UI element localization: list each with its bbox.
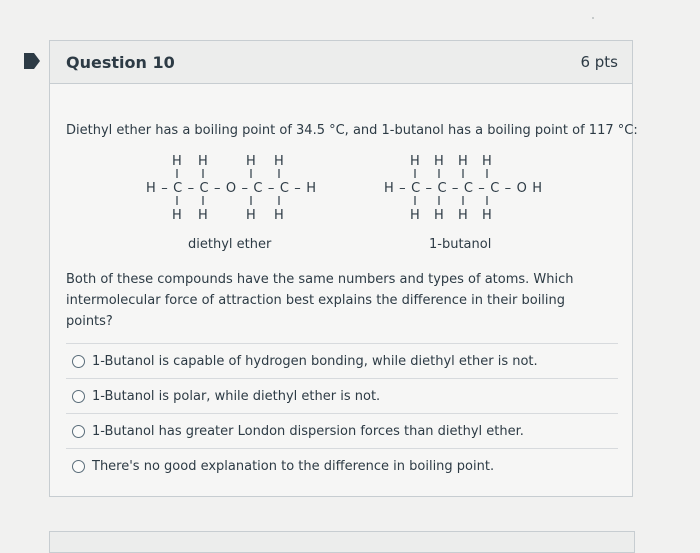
answer-label[interactable]: There's no good explanation to the difference in boiling point. (92, 458, 495, 474)
svg-text:H: H (246, 154, 256, 169)
svg-text:H: H (198, 154, 208, 169)
butanol-label: 1-butanol (429, 237, 492, 252)
svg-text:H: H (482, 208, 492, 223)
question-title: Question 10 (66, 53, 175, 72)
question-points: 6 pts (580, 53, 618, 71)
answer-option[interactable] (66, 379, 618, 414)
radio-button[interactable] (72, 390, 85, 403)
decorative-dot (592, 17, 594, 19)
svg-text:H: H (434, 208, 444, 223)
svg-text:H: H (410, 208, 420, 223)
answer-label[interactable]: 1-Butanol has greater London dispersion forces than diethyl ether. (92, 423, 524, 439)
answer-label[interactable]: 1-Butanol is polar, while diethyl ether is not. (92, 388, 381, 404)
next-question-card (49, 531, 635, 553)
svg-text:H: H (458, 208, 468, 223)
butanol-structure (384, 151, 554, 223)
svg-text:H: H (274, 208, 284, 223)
svg-text:H: H (246, 208, 256, 223)
answer-option[interactable] (66, 414, 618, 449)
svg-text:H: H (172, 154, 182, 169)
butanol-backbone: H–C–C–C–C–OH (384, 181, 542, 196)
answer-option[interactable] (66, 344, 618, 379)
svg-text:H: H (274, 154, 284, 169)
diethyl-ether-structure (146, 151, 326, 223)
svg-text:H: H (482, 154, 492, 169)
diethyl-ether-backbone: H–C–C–O–C–C–H (146, 181, 316, 196)
question-intro: Diethyl ether has a boiling point of 34.5 °C, and 1-butanol has a boiling point of 117 °C: (66, 123, 638, 138)
radio-button[interactable] (72, 355, 85, 368)
answer-option[interactable] (66, 449, 618, 483)
svg-text:H: H (458, 154, 468, 169)
svg-text:H: H (198, 208, 208, 223)
answer-label[interactable]: 1-Butanol is capable of hydrogen bonding, while diethyl ether is not. (92, 353, 538, 369)
svg-text:H: H (410, 154, 420, 169)
radio-button[interactable] (72, 425, 85, 438)
svg-text:H: H (172, 208, 182, 223)
question-header (50, 41, 632, 84)
radio-button[interactable] (72, 460, 85, 473)
svg-text:H: H (434, 154, 444, 169)
answer-list (66, 343, 618, 483)
diethyl-ether-label: diethyl ether (188, 237, 272, 252)
question-card (49, 40, 638, 497)
question-prompt: Both of these compounds have the same numbers and types of atoms. Which intermolecular force of attraction best explains the difference in their boiling points? (66, 272, 574, 329)
